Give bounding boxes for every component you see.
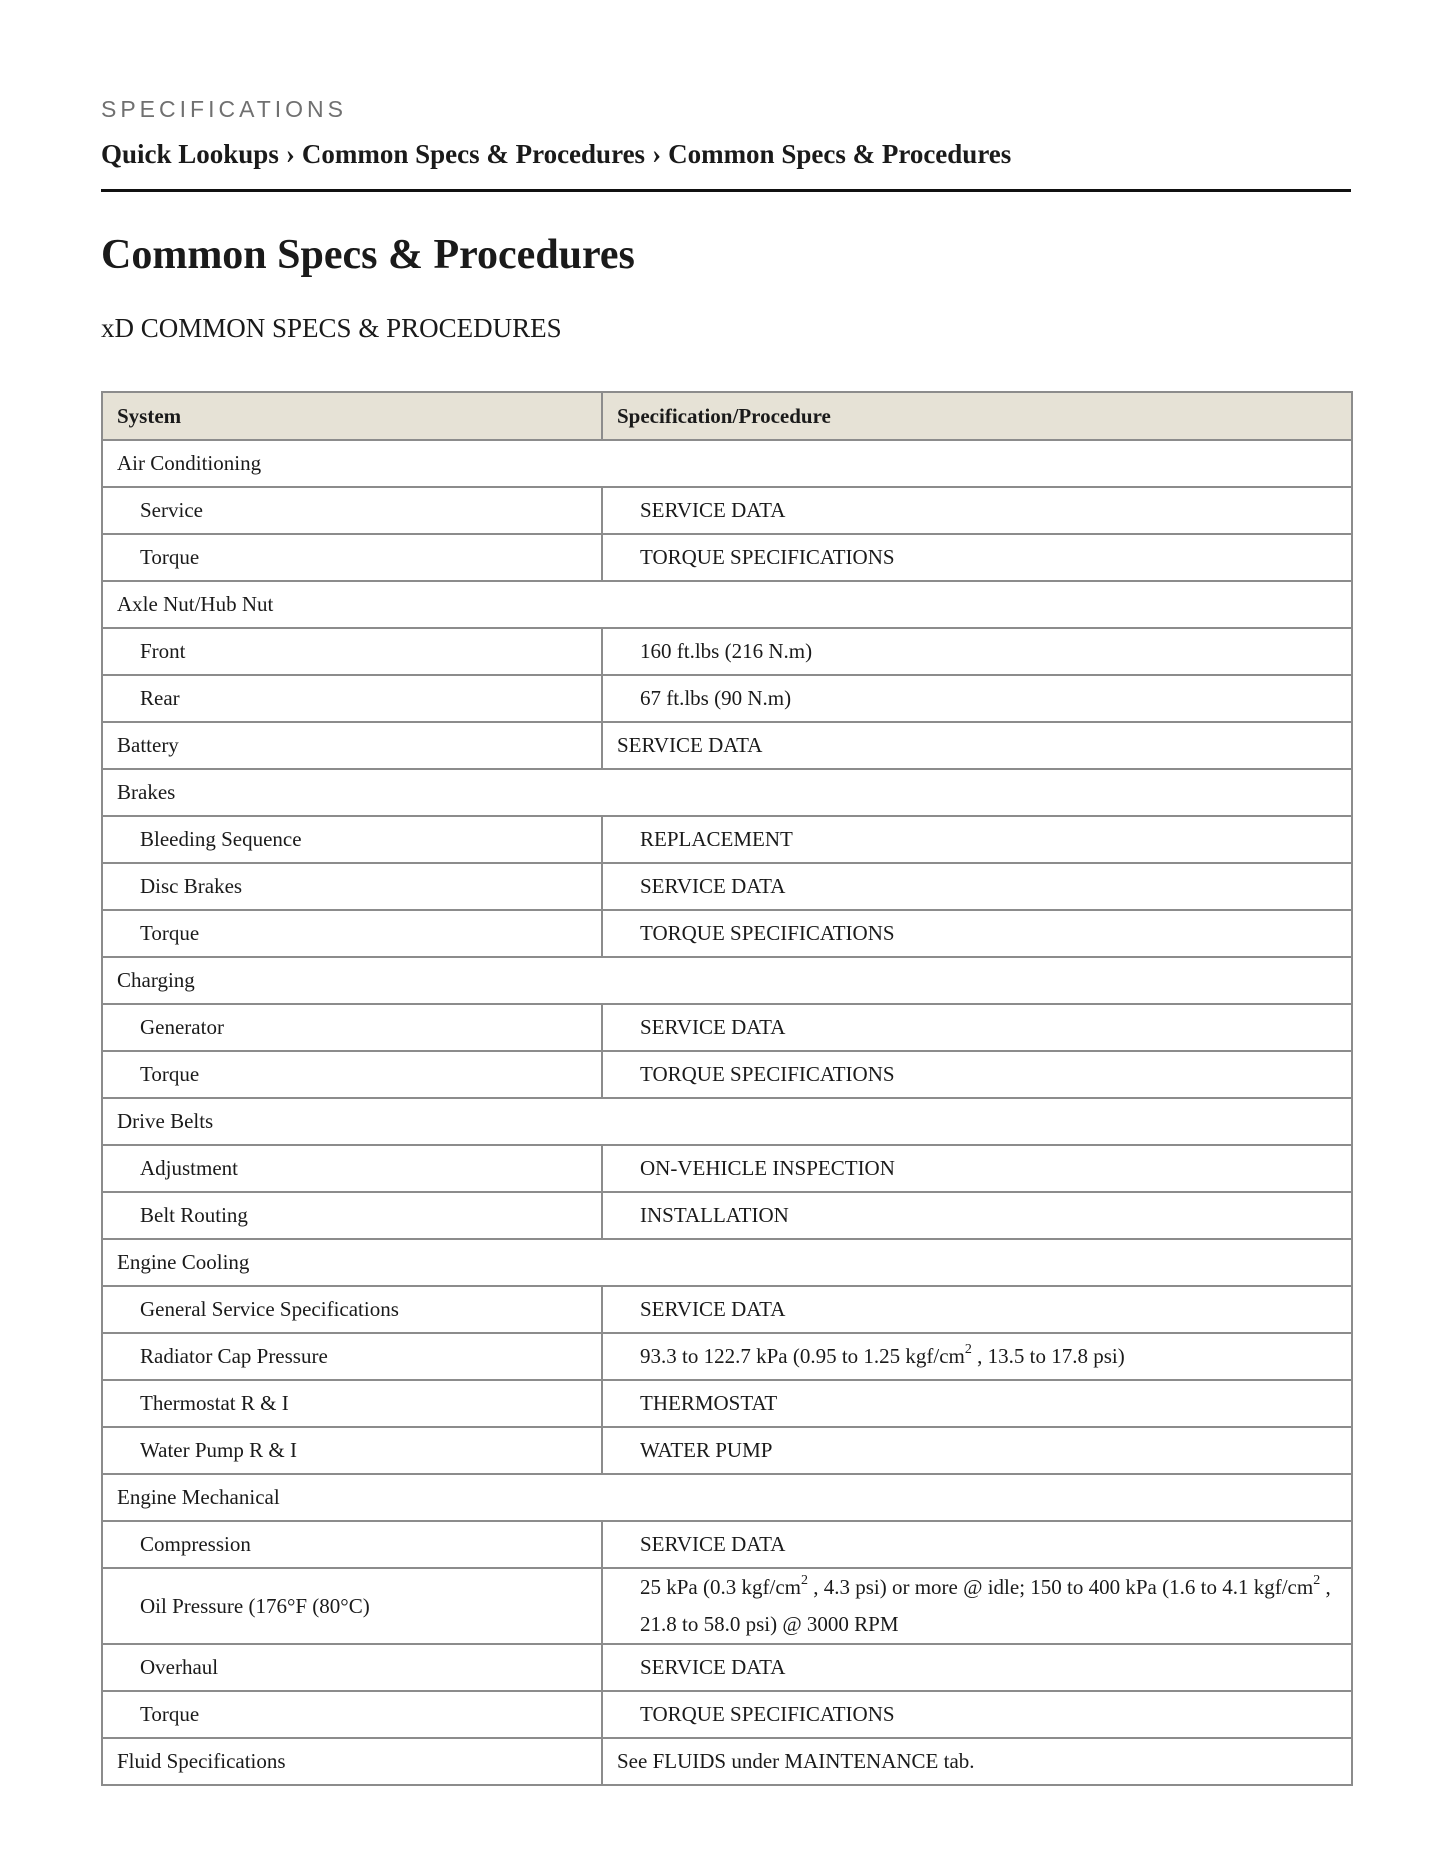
table-row [102,1004,1352,1051]
table-row [102,1333,1352,1380]
system-cell: Water Pump R & I [102,1427,602,1474]
document-page [101,94,1351,1786]
group-label: Air Conditioning [102,440,1352,487]
system-cell: Front [102,628,602,675]
table-row [102,628,1352,675]
table-row [102,1521,1352,1568]
spec-link[interactable]: INSTALLATION [602,1192,1352,1239]
table-header-row [102,392,1352,440]
spec-link[interactable]: SERVICE DATA [602,722,1352,769]
superscript: 2 [800,1573,808,1588]
spec-value [602,1568,1352,1644]
page-subtitle: xD COMMON SPECS & PROCEDURES [101,313,562,343]
group-label: Engine Cooling [102,1239,1352,1286]
system-cell: Bleeding Sequence [102,816,602,863]
spec-link[interactable]: WATER PUMP [602,1427,1352,1474]
group-label: Drive Belts [102,1098,1352,1145]
group-label: Charging [102,957,1352,1004]
table-row [102,1380,1352,1427]
specs-table [101,391,1353,1786]
spec-value: 67 ft.lbs (90 N.m) [602,675,1352,722]
table-group-row [102,581,1352,628]
table-row [102,1286,1352,1333]
system-cell: Compression [102,1521,602,1568]
system-cell: Adjustment [102,1145,602,1192]
spec-text: , 21.8 to 58.0 psi) @ 3000 RPM [640,1575,1331,1636]
table-row [102,1145,1352,1192]
spec-text: 93.3 to 122.7 kPa (0.95 to 1.25 kgf/cm [640,1344,965,1368]
system-cell: Torque [102,1691,602,1738]
table-row [102,1738,1352,1785]
system-cell: Torque [102,1051,602,1098]
page-title: Common Specs & Procedures [101,232,635,278]
table-row [102,675,1352,722]
system-cell: Rear [102,675,602,722]
superscript: 2 [1313,1573,1321,1588]
breadcrumb-item-common-specs[interactable]: Common Specs & Procedures [301,139,646,169]
table-row [102,487,1352,534]
spec-link[interactable]: TORQUE SPECIFICATIONS [602,1051,1352,1098]
spec-link[interactable]: SERVICE DATA [602,1644,1352,1691]
spec-text: 25 kPa (0.3 kgf/cm [640,1575,801,1599]
system-cell: Fluid Specifications [102,1738,602,1785]
breadcrumb-item-quick-lookups[interactable]: Quick Lookups [101,139,279,169]
group-label: Engine Mechanical [102,1474,1352,1521]
breadcrumb-item-current: Common Specs & Procedures [668,139,1012,169]
table-row [102,1568,1352,1644]
system-cell: Battery [102,722,602,769]
spec-text: , 13.5 to 17.8 psi) [971,1344,1125,1368]
table-row [102,534,1352,581]
table-row [102,910,1352,957]
table-row [102,1051,1352,1098]
system-cell: Service [102,487,602,534]
spec-link[interactable]: SERVICE DATA [602,1521,1352,1568]
system-cell: Torque [102,534,602,581]
table-row [102,816,1352,863]
table-row [102,722,1352,769]
table-row [102,1192,1352,1239]
spec-link[interactable]: SERVICE DATA [602,487,1352,534]
table-group-row [102,1098,1352,1145]
system-cell: Torque [102,910,602,957]
superscript: 2 [964,1342,972,1357]
table-group-row [102,1239,1352,1286]
table-group-row [102,1474,1352,1521]
table-group-row [102,440,1352,487]
breadcrumb-separator: › [285,139,295,169]
spec-link[interactable]: TORQUE SPECIFICATIONS [602,534,1352,581]
table-row [102,863,1352,910]
spec-link[interactable]: SERVICE DATA [602,863,1352,910]
spec-link[interactable]: ON-VEHICLE INSPECTION [602,1145,1352,1192]
spec-value: See FLUIDS under MAINTENANCE tab. [602,1738,1352,1785]
group-label: Axle Nut/Hub Nut [102,581,1352,628]
table-row [102,1691,1352,1738]
spec-text: , 4.3 psi) or more @ idle; 150 to 400 kPa (1.6 to 4.1 kgf/cm [807,1575,1314,1599]
table-row [102,1644,1352,1691]
table-group-row [102,769,1352,816]
section-label: SPECIFICATIONS [101,96,347,122]
system-cell: Generator [102,1004,602,1051]
system-cell: Oil Pressure (176°F (80°C) [102,1568,602,1644]
table-row [102,1427,1352,1474]
spec-link[interactable]: TORQUE SPECIFICATIONS [602,1691,1352,1738]
spec-link[interactable]: SERVICE DATA [602,1004,1352,1051]
spec-link[interactable]: THERMOSTAT [602,1380,1352,1427]
spec-value [602,1333,1352,1380]
system-cell: Radiator Cap Pressure [102,1333,602,1380]
system-cell: Disc Brakes [102,863,602,910]
spec-link[interactable]: REPLACEMENT [602,816,1352,863]
spec-value: 160 ft.lbs (216 N.m) [602,628,1352,675]
spec-link[interactable]: TORQUE SPECIFICATIONS [602,910,1352,957]
system-cell: General Service Specifications [102,1286,602,1333]
breadcrumb [101,137,1351,192]
column-header-system: System [102,392,602,440]
system-cell: Belt Routing [102,1192,602,1239]
column-header-specification: Specification/Procedure [602,392,1352,440]
system-cell: Thermostat R & I [102,1380,602,1427]
breadcrumb-separator: › [652,139,662,169]
spec-link[interactable]: SERVICE DATA [602,1286,1352,1333]
table-group-row [102,957,1352,1004]
group-label: Brakes [102,769,1352,816]
system-cell: Overhaul [102,1644,602,1691]
